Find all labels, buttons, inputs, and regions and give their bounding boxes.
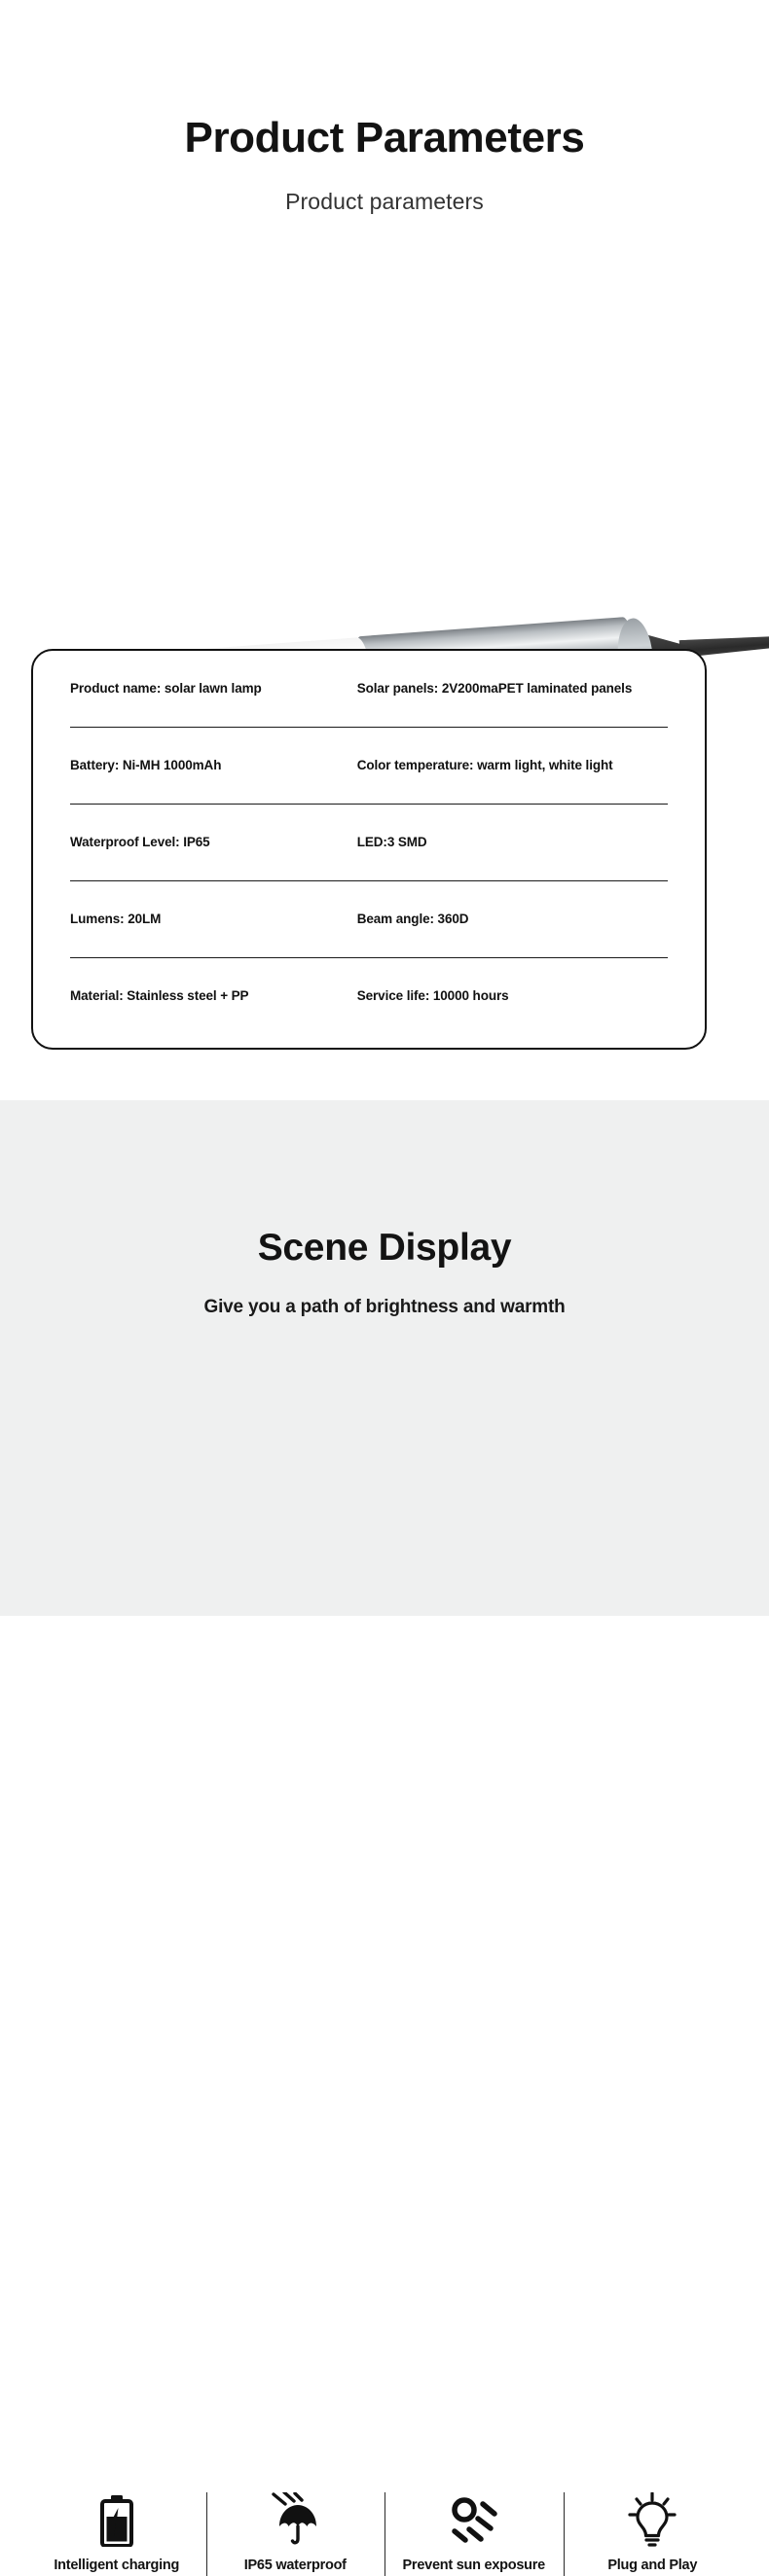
spec-cell-left: Waterproof Level: IP65	[70, 835, 210, 849]
sun-rays-icon	[446, 2487, 502, 2547]
spec-cell-left: Material: Stainless steel + PP	[70, 988, 249, 1003]
specification-card	[31, 649, 707, 1050]
table-row	[70, 958, 668, 1035]
umbrella-rain-icon	[266, 2487, 324, 2547]
feature-highlights-row	[27, 2487, 742, 2573]
table-row	[70, 881, 668, 958]
parameters-title-block	[0, 0, 769, 215]
light-bulb-icon	[626, 2487, 678, 2547]
battery-charging-icon	[97, 2487, 136, 2547]
feature-prevent-sun-exposure	[384, 2487, 564, 2573]
spec-cell-left: Lumens: 20LM	[70, 912, 162, 926]
feature-ip65-waterproof	[206, 2487, 385, 2573]
spec-cell-left: Product name: solar lawn lamp	[70, 681, 262, 696]
page-title: Product Parameters	[184, 114, 585, 161]
table-row	[70, 805, 668, 881]
scene-subtitle: Give you a path of brightness and warmth	[203, 1297, 566, 1317]
feature-label: Prevent sun exposure	[402, 2558, 545, 2573]
spec-cell-right: Beam angle: 360D	[356, 912, 469, 926]
feature-intelligent-charging	[27, 2487, 206, 2573]
page-subtitle: Product parameters	[285, 188, 484, 214]
scene-title: Scene Display	[257, 1227, 512, 1269]
feature-label: Intelligent charging	[54, 2558, 180, 2573]
spec-cell-right: Service life: 10000 hours	[356, 988, 509, 1003]
spec-cell-right: Color temperature: warm light, white light	[356, 758, 613, 772]
feature-plug-and-play	[564, 2487, 743, 2573]
feature-label: IP65 waterproof	[243, 2558, 347, 2573]
spec-cell-right: LED:3 SMD	[356, 835, 427, 849]
feature-label: Plug and Play	[607, 2558, 698, 2573]
spec-cell-left: Battery: Ni-MH 1000mAh	[70, 758, 222, 772]
spec-cell-right: Solar panels: 2V200maPET laminated panels	[356, 681, 633, 696]
product-illustration	[0, 285, 769, 528]
product-parameters-section	[0, 0, 769, 1100]
table-row	[70, 651, 668, 728]
scene-display-section	[0, 1100, 769, 2573]
table-row	[70, 728, 668, 805]
